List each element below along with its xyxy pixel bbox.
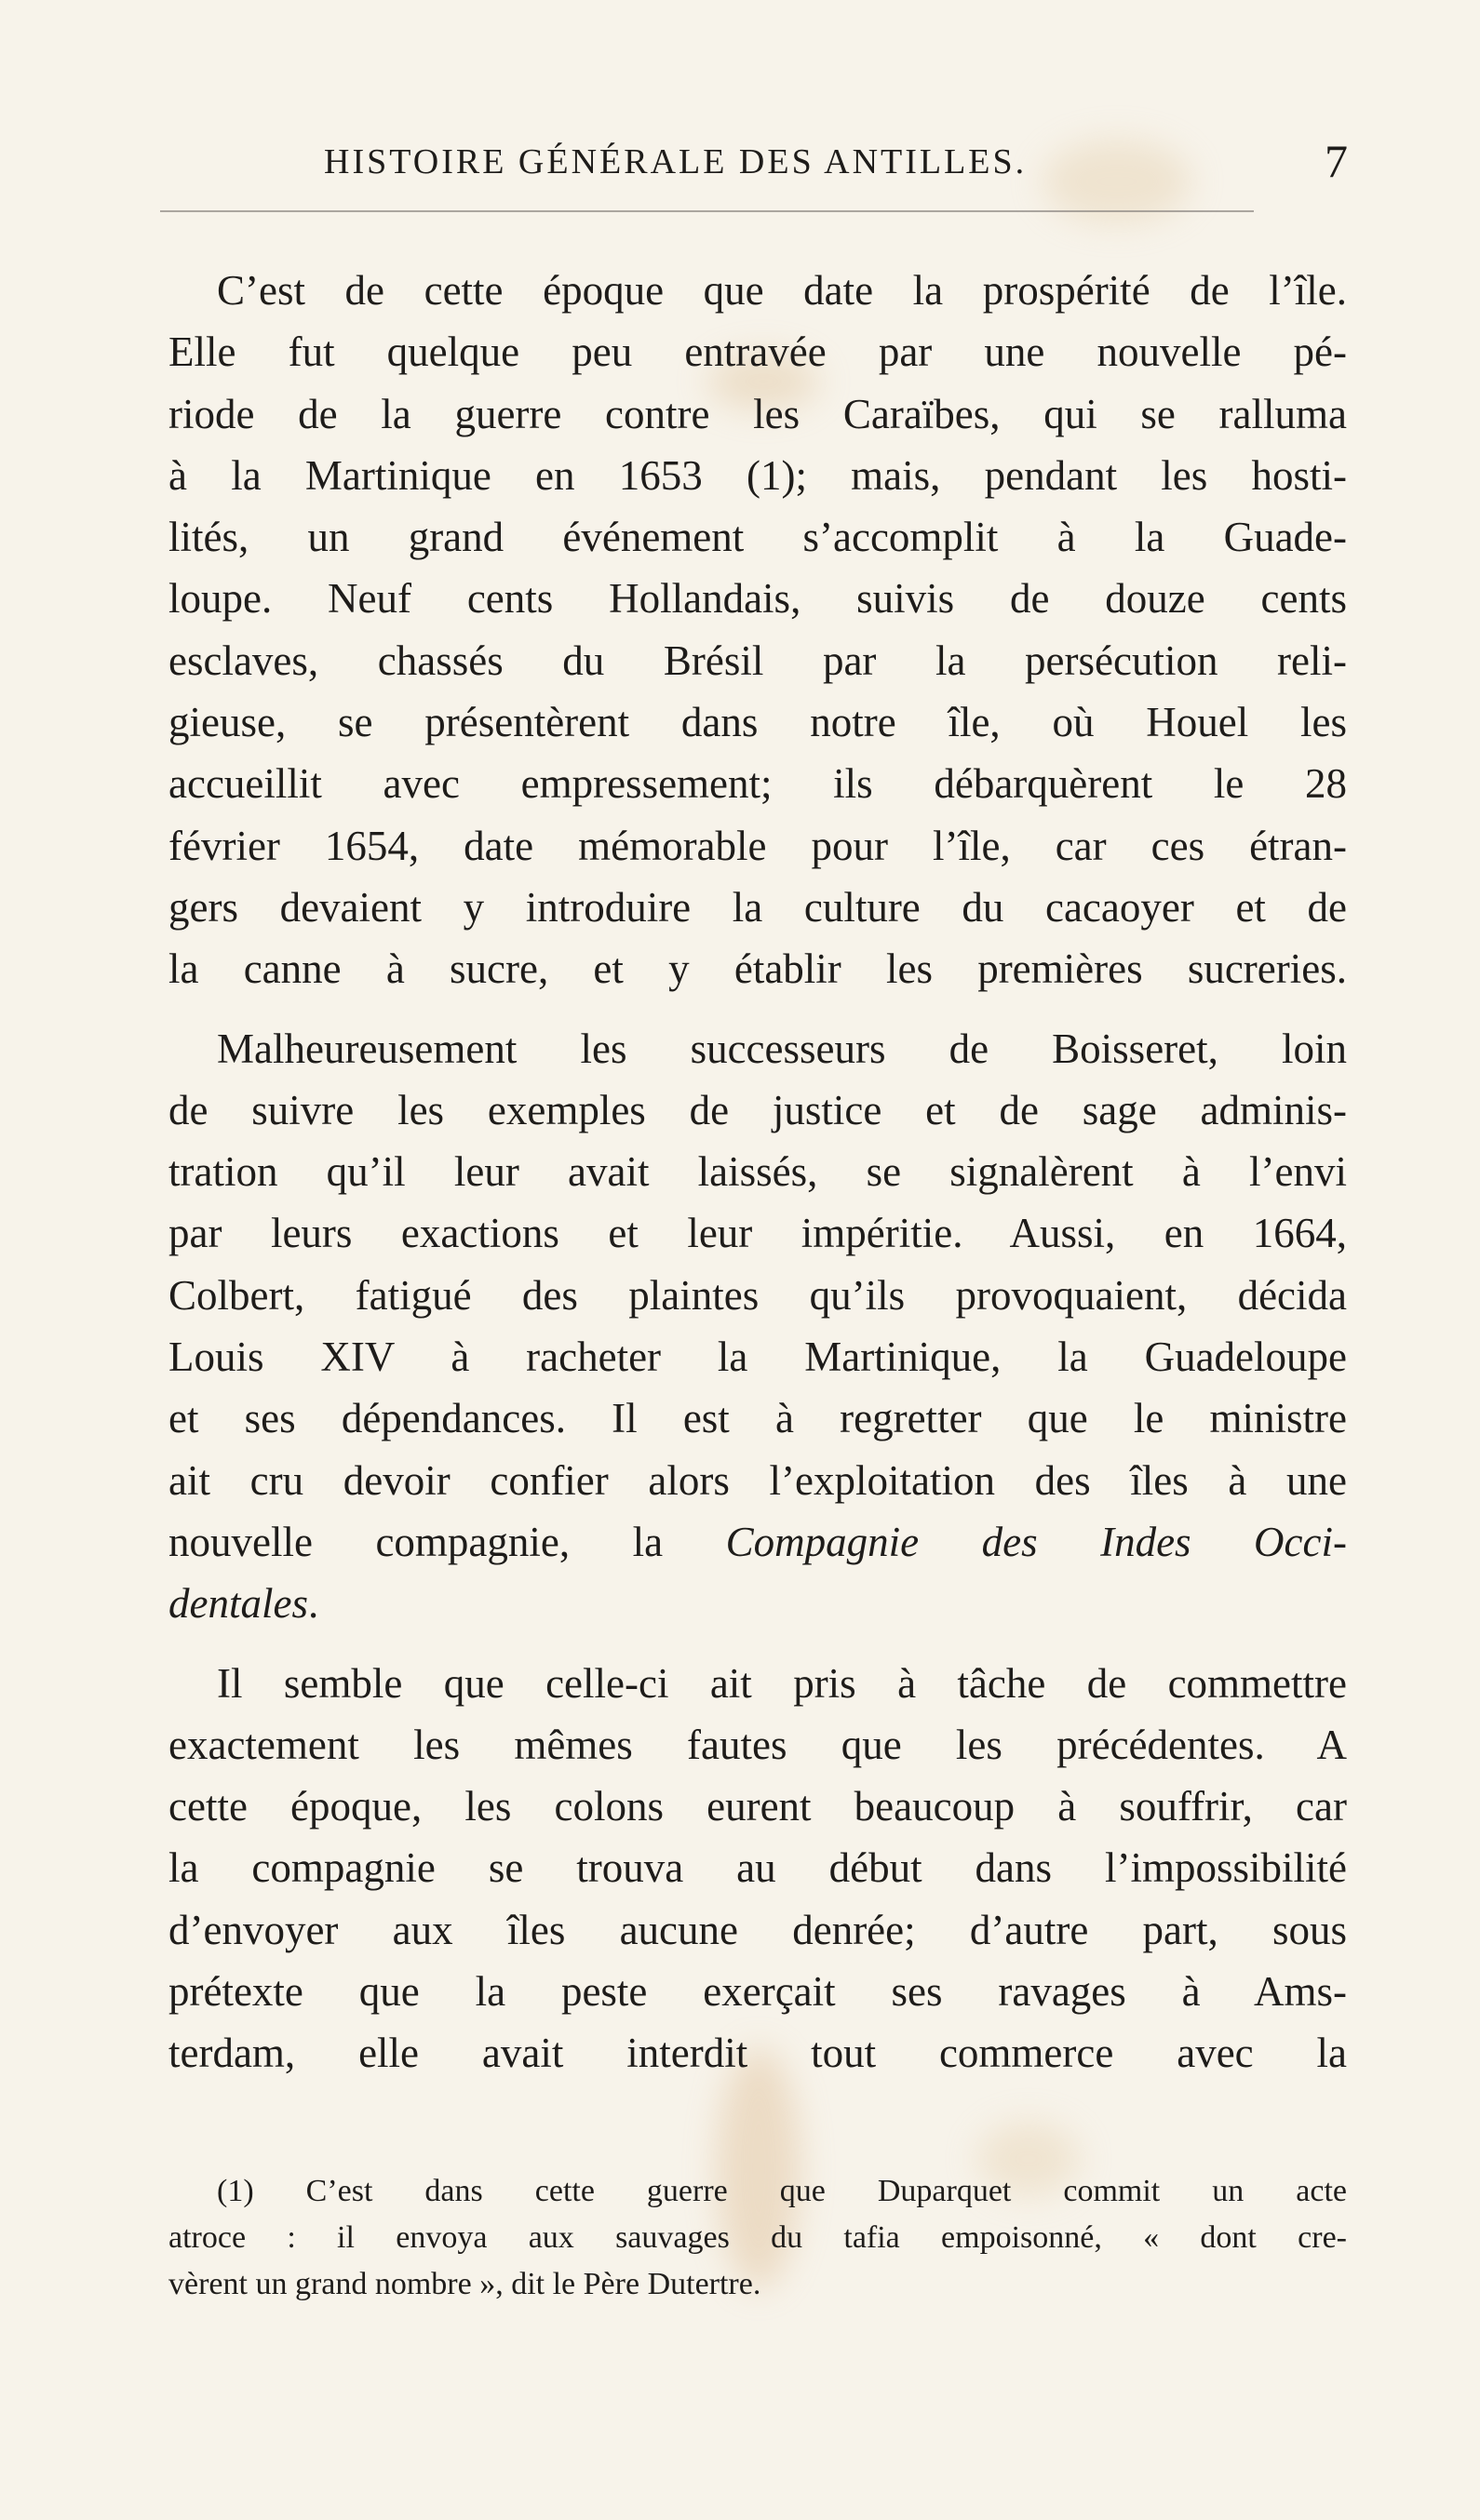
text-line (168, 1511, 1347, 1573)
line-text: vèrent un grand nombre », dit le Père Dutertre. (168, 2267, 761, 2301)
text-line (168, 2168, 1347, 2215)
line-text: (1) C’est dans cette guerre que Duparquet commit un acte (217, 2174, 1347, 2208)
line-text: gers devaient y introduire la culture du cacaoyer et de (168, 883, 1347, 931)
line-text: atroce : il envoya aux sauvages du tafia empoisonné, « dont cre- (168, 2220, 1347, 2255)
paragraph (168, 1653, 1347, 2084)
text-line (168, 1714, 1347, 1776)
text-line (168, 1202, 1347, 1264)
text-line (168, 445, 1347, 506)
text-line (168, 1573, 1347, 1634)
line-text: gieuse, se présentèrent dans notre île, où Houel les (168, 699, 1347, 746)
line-text: de suivre les exemples de justice et de sage adminis- (168, 1086, 1347, 1133)
text-line (168, 1653, 1347, 1714)
line-text: la canne à sucre, et y établir les premières sucreries. (168, 945, 1347, 993)
line-text: Malheureusement les successeurs de Boisseret, loin (217, 1025, 1347, 1072)
text-line (168, 753, 1347, 814)
text-line (168, 1776, 1347, 1837)
header-rule (160, 210, 1254, 212)
text-line (168, 691, 1347, 753)
line-text: par leurs exactions et leur impéritie. Aussi, en 1664, (168, 1210, 1347, 1257)
text-line (168, 815, 1347, 877)
text-line (168, 568, 1347, 629)
line-text: C’est de cette époque que date la prospérité de l’île. (217, 267, 1347, 314)
line-text: cette époque, les colons eurent beaucoup à souffrir, car (168, 1783, 1347, 1830)
text-line (168, 1326, 1347, 1387)
line-text: nouvelle compagnie, la (168, 1518, 726, 1565)
line-text: exactement les mêmes fautes que les précédentes. A (168, 1721, 1347, 1768)
line-text: d’envoyer aux îles aucune denrée; d’autre part, sous (168, 1906, 1347, 1953)
line-text: . (307, 1580, 319, 1628)
line-text: accueillit avec empressement; ils débarquèrent le 28 (168, 760, 1347, 808)
text-line (168, 1961, 1347, 2022)
line-text: lités, un grand événement s’accomplit à la Guade- (168, 514, 1347, 561)
line-text: février 1654, date mémorable pour l’île, car ces étran- (168, 822, 1347, 869)
line-text: Elle fut quelque peu entravée par une nouvelle pé- (168, 328, 1347, 376)
text-line (168, 630, 1347, 691)
text-line (168, 506, 1347, 568)
text-line (168, 1079, 1347, 1141)
text-line (168, 2215, 1347, 2261)
text-line (168, 1387, 1347, 1449)
text-line (168, 321, 1347, 382)
line-text: terdam, elle avait interdit tout commerce avec la (168, 2030, 1347, 2077)
body-text (168, 260, 1347, 2102)
line-text: Louis XIV à racheter la Martinique, la Guadeloupe (168, 1334, 1347, 1381)
text-line (168, 1141, 1347, 1202)
italic-text: dentales (168, 1580, 308, 1628)
footnote (168, 2168, 1347, 2308)
text-line (168, 1899, 1347, 1961)
line-text: Colbert, fatigué des plaintes qu’ils provoquaient, décida (168, 1271, 1347, 1319)
line-text: riode de la guerre contre les Caraïbes, qui se ralluma (168, 390, 1347, 437)
line-text: tration qu’il leur avait laissés, se signalèrent à l’envi (168, 1148, 1347, 1196)
text-line (168, 2261, 1347, 2308)
text-line (168, 938, 1347, 999)
text-line (168, 877, 1347, 938)
text-line (168, 1265, 1347, 1326)
line-text: Il semble que celle-ci ait pris à tâche de commettre (217, 1659, 1347, 1707)
running-header (168, 135, 1348, 194)
paragraph (168, 260, 1347, 1000)
line-text: prétexte que la peste exerçait ses ravages à Ams- (168, 1968, 1347, 2016)
italic-text: Compagnie des Indes Occi- (725, 1518, 1347, 1565)
text-line (168, 260, 1347, 321)
text-line (168, 1018, 1347, 1079)
page-number: 7 (1325, 135, 1348, 187)
line-text: et ses dépendances. Il est à regretter que le ministre (168, 1395, 1347, 1442)
line-text: la compagnie se trouva au début dans l’impossibilité (168, 1844, 1347, 1892)
paragraph (168, 1018, 1347, 1635)
line-text: esclaves, chassés du Brésil par la persécution reli- (168, 637, 1347, 684)
text-line (168, 1450, 1347, 1511)
line-text: à la Martinique en 1653 (1); mais, pendant les hosti- (168, 451, 1347, 499)
text-line (168, 383, 1347, 445)
text-line (168, 1837, 1347, 1898)
line-text: ait cru devoir confier alors l’exploitation des îles à une (168, 1456, 1347, 1504)
running-title: HISTOIRE GÉNÉRALE DES ANTILLES. (324, 142, 1028, 181)
text-line (168, 2022, 1347, 2084)
line-text: loupe. Neuf cents Hollandais, suivis de douze cents (168, 575, 1347, 623)
